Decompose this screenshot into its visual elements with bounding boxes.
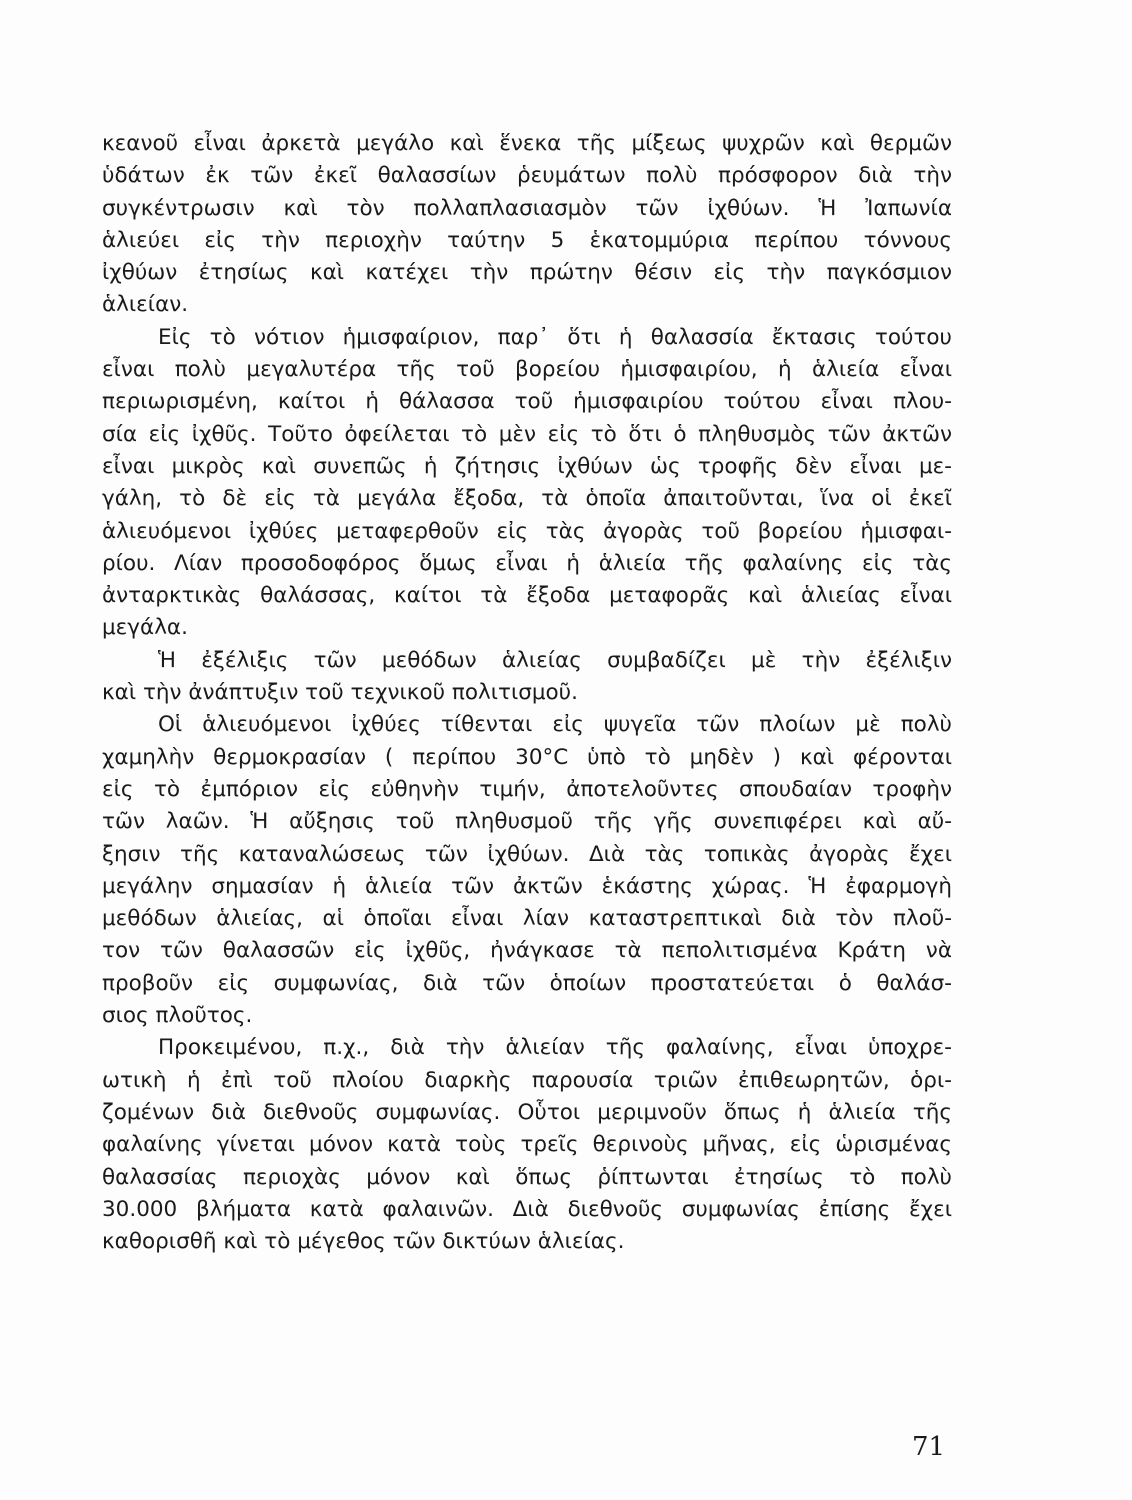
text-line: ἁλιείαν. <box>102 292 189 318</box>
text-line: μεθόδων ἁλιείας, αἱ ὁποῖαι εἶναι λίαν καταστρεπτικαὶ διὰ τὸν πλοῦ- <box>102 906 952 932</box>
text-line: εἶναι πολὺ μεγαλυτέρα τῆς τοῦ βορείου ἡμισφαιρίου, ἡ ἁλιεία εἶναι <box>102 357 952 383</box>
body-text <box>102 128 952 1258</box>
text-line: ἰχθύων ἐτησίως καὶ κατέχει τὴν πρώτην θέσιν εἰς τὴν παγκόσμιον <box>102 260 952 286</box>
text-line: τῶν λαῶν. Ἡ αὔξησις τοῦ πληθυσμοῦ τῆς γῆς συνεπιφέρει καὶ αὔ- <box>102 809 952 835</box>
paragraph-2 <box>102 322 952 645</box>
text-line: εἶναι μικρὸς καὶ συνεπῶς ἡ ζήτησις ἰχθύων ὡς τροφῆς δὲν εἶναι με- <box>102 453 952 479</box>
text-line: Εἰς τὸ νότιον ἡμισφαίριον, παρ᾽ ὅτι ἡ θαλασσία ἔκτασις τούτου <box>158 324 952 350</box>
text-line: συγκέντρωσιν καὶ τὸν πολλαπλασιασμὸν τῶν ἰχθύων. Ἡ Ἰαπωνία <box>102 195 952 221</box>
paragraph-5 <box>102 1032 952 1258</box>
text-line: ἀνταρκτικὰς θαλάσσας, καίτοι τὰ ἔξοδα μεταφορᾶς καὶ ἁλιείας εἶναι <box>102 583 952 609</box>
text-line: ωτικὴ ἡ ἐπὶ τοῦ πλοίου διαρκὴς παρουσία τριῶν ἐπιθεωρητῶν, ὁρι- <box>102 1067 952 1093</box>
paragraph-1 <box>102 128 952 322</box>
text-line: φαλαίνης γίνεται μόνον κατὰ τοὺς τρεῖς θερινοὺς μῆνας, εἰς ὡρισμένας <box>102 1132 952 1158</box>
text-line: μεγάλα. <box>102 615 188 641</box>
text-line: καὶ τὴν ἀνάπτυξιν τοῦ τεχνικοῦ πολιτισμοῦ. <box>102 680 578 706</box>
text-line: ἁλιευόμενοι ἰχθύες μεταφερθοῦν εἰς τὰς ἀγορὰς τοῦ βορείου ἡμισφαι- <box>102 518 952 544</box>
text-line: σιος πλοῦτος. <box>102 1003 253 1029</box>
text-line: εἰς τὸ ἐμπόριον εἰς εὐθηνὴν τιμήν, ἀποτελοῦντες σπουδαίαν τροφὴν <box>102 776 952 802</box>
text-line: μεγάλην σημασίαν ἡ ἁλιεία τῶν ἀκτῶν ἑκάστης χώρας. Ἡ ἐφαρμογὴ <box>102 873 952 899</box>
text-line: ὑδάτων ἐκ τῶν ἐκεῖ θαλασσίων ῥευμάτων πολὺ πρόσφορον διὰ τὴν <box>102 163 952 189</box>
text-line: Ἡ ἐξέλιξις τῶν μεθόδων ἁλιείας συμβαδίζει μὲ τὴν ἐξέλιξιν <box>158 647 952 673</box>
text-line: τον τῶν θαλασσῶν εἰς ἰχθῦς, ἠνάγκασε τὰ πεπολιτισμένα Κράτη νὰ <box>102 938 952 964</box>
text-line: χαμηλὴν θερμοκρασίαν ( περίπου 30°C ὑπὸ τὸ μηδὲν ) καὶ φέρονται <box>102 744 952 770</box>
text-line: 30.000 βλήματα κατὰ φαλαινῶν. Διὰ διεθνοῦς συμφωνίας ἐπίσης ἔχει <box>102 1196 952 1222</box>
text-line: προβοῦν εἰς συμφωνίας, διὰ τῶν ὁποίων προστατεύεται ὁ θαλάσ- <box>102 970 952 996</box>
text-line: ζομένων διὰ διεθνοῦς συμφωνίας. Οὗτοι μεριμνοῦν ὅπως ἡ ἁλιεία τῆς <box>102 1099 952 1125</box>
text-line: ἁλιεύει εἰς τὴν περιοχὴν ταύτην 5 ἑκατομμύρια περίπου τόννους <box>102 227 952 253</box>
text-line: γάλη, τὸ δὲ εἰς τὰ μεγάλα ἔξοδα, τὰ ὁποῖα ἀπαιτοῦνται, ἵνα οἱ ἐκεῖ <box>102 486 952 512</box>
text-line: θαλασσίας περιοχὰς μόνον καὶ ὅπως ῥίπτωνται ἐτησίως τὸ πολὺ <box>102 1164 952 1190</box>
text-line: κεανοῦ εἶναι ἀρκετὰ μεγάλο καὶ ἕνεκα τῆς μίξεως ψυχρῶν καὶ θερμῶν <box>102 131 952 156</box>
paragraph-4 <box>102 709 952 1032</box>
text-line: Οἱ ἁλιευόμενοι ἰχθύες τίθενται εἰς ψυγεῖα τῶν πλοίων μὲ πολὺ <box>158 712 952 738</box>
text-line: καθορισθῆ καὶ τὸ μέγεθος τῶν δικτύων ἁλιείας. <box>102 1229 625 1255</box>
text-line: σία εἰς ἰχθῦς. Τοῦτο ὀφείλεται τὸ μὲν εἰς τὸ ὅτι ὁ πληθυσμὸς τῶν ἀκτῶν <box>102 421 952 447</box>
paragraph-3 <box>102 645 952 710</box>
text-line: ρίου. Λίαν προσοδοφόρος ὅμως εἶναι ἡ ἁλιεία τῆς φαλαίνης εἰς τὰς <box>102 550 952 576</box>
text-line: Προκειμένου, π.χ., διὰ τὴν ἁλιείαν τῆς φαλαίνης, εἶναι ὑποχρε- <box>158 1035 952 1061</box>
page-number: 71 <box>912 1432 946 1462</box>
text-line: περιωρισμένη, καίτοι ἡ θάλασσα τοῦ ἡμισφαιρίου τούτου εἶναι πλου- <box>102 389 952 415</box>
text-line: ξησιν τῆς καταναλώσεως τῶν ἰχθύων. Διὰ τὰς τοπικὰς ἀγορὰς ἔχει <box>102 841 952 867</box>
